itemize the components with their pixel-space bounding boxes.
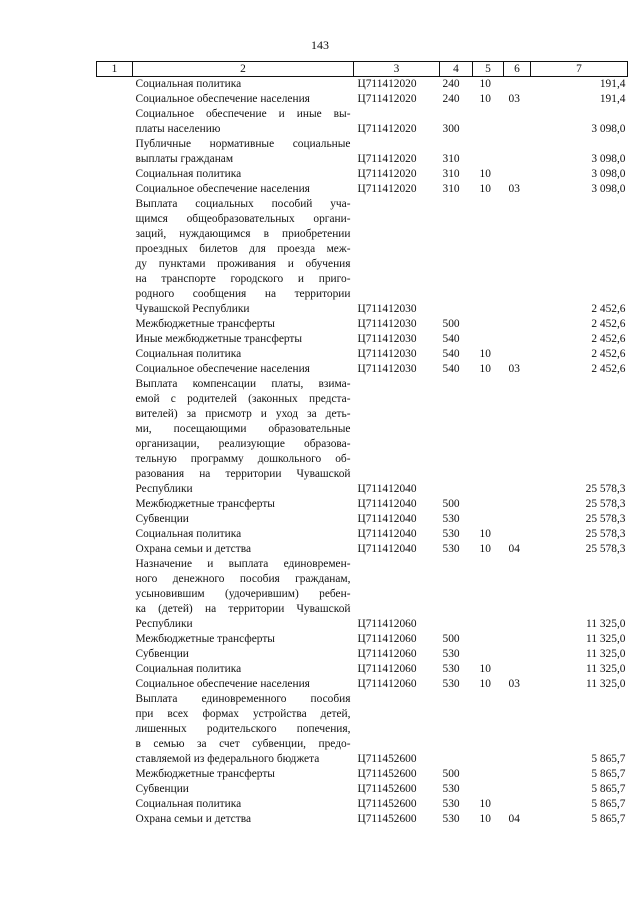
row-subsection bbox=[504, 497, 531, 512]
row-subsection bbox=[504, 557, 531, 632]
row-subsection: 04 bbox=[508, 813, 520, 825]
row-amount: 25 578,3 bbox=[585, 498, 626, 510]
row-name bbox=[133, 797, 354, 812]
row-amount: 25 578,3 bbox=[585, 483, 626, 495]
row-name-line: ного денежного пособия гражданам, bbox=[135, 573, 351, 585]
table-header bbox=[97, 62, 628, 77]
row-name-line: ми, посещающими образовательные bbox=[135, 423, 351, 435]
row-expense-type: 310 bbox=[442, 153, 460, 165]
row-code: Ц711412020 bbox=[357, 78, 417, 90]
row-subsection: 03 bbox=[508, 183, 520, 195]
row-name bbox=[133, 332, 354, 347]
table-row bbox=[97, 692, 628, 767]
row-expense-type: 530 bbox=[442, 813, 460, 825]
row-section: 10 bbox=[479, 528, 491, 540]
row-code: Ц711412020 bbox=[357, 183, 417, 195]
row-section: 10 bbox=[479, 798, 491, 810]
row-code: Ц711412060 bbox=[357, 618, 417, 630]
row-subsection bbox=[504, 77, 531, 93]
header-col-7: 7 bbox=[531, 62, 628, 77]
table-row bbox=[97, 677, 628, 692]
row-name bbox=[133, 377, 354, 497]
row-expense-type: 530 bbox=[442, 648, 460, 660]
row-section bbox=[473, 197, 504, 317]
row-expense-type: 500 bbox=[442, 633, 460, 645]
row-name bbox=[133, 77, 354, 93]
row-name bbox=[133, 107, 354, 137]
row-section bbox=[473, 782, 504, 797]
row-amount: 11 325,0 bbox=[586, 618, 626, 630]
row-name-line: тельную программу дошкольного об- bbox=[135, 453, 351, 465]
row-amount: 5 865,7 bbox=[591, 798, 626, 810]
row-section: 10 bbox=[479, 93, 491, 105]
row-name-line: Социальное обеспечение населения bbox=[135, 363, 310, 375]
row-name bbox=[133, 347, 354, 362]
row-amount: 3 098,0 bbox=[591, 123, 626, 135]
row-subsection bbox=[504, 347, 531, 362]
row-subsection bbox=[504, 647, 531, 662]
row-section: 10 bbox=[479, 678, 491, 690]
row-expense-type: 530 bbox=[442, 663, 460, 675]
row-name bbox=[133, 92, 354, 107]
row-code: Ц711412040 bbox=[357, 528, 417, 540]
table-row bbox=[97, 767, 628, 782]
row-subsection: 04 bbox=[508, 543, 520, 555]
row-section bbox=[473, 767, 504, 782]
row-number-cell bbox=[97, 362, 133, 377]
row-amount: 191,4 bbox=[599, 93, 626, 105]
table-row bbox=[97, 332, 628, 347]
row-section: 10 bbox=[479, 168, 491, 180]
row-name bbox=[133, 317, 354, 332]
row-section: 10 bbox=[479, 363, 491, 375]
row-name-line: Межбюджетные трансферты bbox=[135, 768, 275, 780]
row-expense-type: 500 bbox=[442, 768, 460, 780]
table-row bbox=[97, 782, 628, 797]
row-expense-type: 530 bbox=[442, 513, 460, 525]
row-amount: 5 865,7 bbox=[591, 783, 626, 795]
row-number-cell bbox=[97, 377, 133, 497]
row-code: Ц711412030 bbox=[357, 303, 417, 315]
row-name-line: ставляемой из федерального бюджета bbox=[135, 753, 320, 765]
row-name bbox=[133, 137, 354, 167]
table-row bbox=[97, 137, 628, 167]
row-code: Ц711412060 bbox=[357, 633, 417, 645]
row-name-line: выплаты гражданам bbox=[135, 153, 234, 165]
row-code: Ц711412020 bbox=[357, 123, 417, 135]
row-code: Ц711452600 bbox=[357, 768, 417, 780]
row-subsection: 03 bbox=[508, 93, 520, 105]
row-number-cell bbox=[97, 182, 133, 197]
row-name-line: при всех формах устройства детей, bbox=[135, 708, 351, 720]
table-row bbox=[97, 557, 628, 632]
row-name-line: лишенных родительского попечения, bbox=[135, 723, 351, 735]
row-name-line: организации, реализующие образова- bbox=[135, 438, 351, 450]
header-col-6: 6 bbox=[504, 62, 531, 77]
table-body bbox=[97, 77, 628, 828]
row-number-cell bbox=[97, 767, 133, 782]
row-subsection bbox=[504, 332, 531, 347]
row-number-cell bbox=[97, 197, 133, 317]
row-subsection bbox=[504, 377, 531, 497]
table-row bbox=[97, 542, 628, 557]
row-name-line: ка (детей) на территории Чувашской bbox=[135, 603, 351, 615]
row-number-cell bbox=[97, 797, 133, 812]
row-name-line: ду пунктами проживания и обучения bbox=[135, 258, 351, 270]
row-code: Ц711412030 bbox=[357, 333, 417, 345]
row-name-line: Выплата социальных пособий уча- bbox=[135, 198, 351, 210]
row-code: Ц711452600 bbox=[357, 813, 417, 825]
row-name-line: Социальная политика bbox=[135, 798, 242, 810]
row-expense-type: 310 bbox=[442, 168, 460, 180]
row-name-line: Межбюджетные трансферты bbox=[135, 498, 275, 510]
row-section bbox=[473, 107, 504, 137]
row-number-cell bbox=[97, 77, 133, 93]
row-name bbox=[133, 647, 354, 662]
row-name-line: Республики bbox=[135, 618, 193, 630]
row-number-cell bbox=[97, 632, 133, 647]
row-subsection bbox=[504, 197, 531, 317]
row-section: 10 bbox=[479, 813, 491, 825]
row-name-line: родного сообщения на территории bbox=[135, 288, 351, 300]
row-name-line: Социальная политика bbox=[135, 663, 242, 675]
row-subsection bbox=[504, 527, 531, 542]
row-name-line: в семью за счет субвенции, предо- bbox=[135, 738, 351, 750]
table-row bbox=[97, 497, 628, 512]
table-row bbox=[97, 197, 628, 317]
row-name-line: заций, нуждающимся в приобретении bbox=[135, 228, 351, 240]
row-subsection bbox=[504, 632, 531, 647]
row-section: 10 bbox=[479, 663, 491, 675]
table-row bbox=[97, 167, 628, 182]
row-name bbox=[133, 677, 354, 692]
row-number-cell bbox=[97, 317, 133, 332]
row-expense-type: 530 bbox=[442, 543, 460, 555]
row-expense-type bbox=[440, 557, 473, 632]
row-expense-type: 540 bbox=[442, 363, 460, 375]
row-name-line: Субвенции bbox=[135, 783, 189, 795]
row-number-cell bbox=[97, 92, 133, 107]
row-name-line: платы населению bbox=[135, 123, 221, 135]
row-number-cell bbox=[97, 692, 133, 767]
row-amount: 3 098,0 bbox=[591, 168, 626, 180]
row-subsection bbox=[504, 692, 531, 767]
table-row bbox=[97, 182, 628, 197]
row-name-line: усыновившим (удочерившим) ребен- bbox=[135, 588, 351, 600]
row-name-line: Охрана семьи и детства bbox=[135, 543, 251, 555]
row-section: 10 bbox=[479, 348, 491, 360]
row-section: 10 bbox=[479, 183, 491, 195]
row-name-line: Субвенции bbox=[135, 648, 189, 660]
table-row bbox=[97, 797, 628, 812]
row-number-cell bbox=[97, 662, 133, 677]
row-section bbox=[473, 647, 504, 662]
row-code: Ц711412020 bbox=[357, 153, 417, 165]
row-number-cell bbox=[97, 347, 133, 362]
row-number-cell bbox=[97, 557, 133, 632]
row-name bbox=[133, 767, 354, 782]
row-number-cell bbox=[97, 527, 133, 542]
row-amount: 5 865,7 bbox=[591, 753, 626, 765]
row-name bbox=[133, 182, 354, 197]
row-code: Ц711452600 bbox=[357, 753, 417, 765]
row-name bbox=[133, 167, 354, 182]
row-amount: 2 452,6 bbox=[591, 333, 626, 345]
header-col-4: 4 bbox=[440, 62, 473, 77]
row-amount: 3 098,0 bbox=[591, 153, 626, 165]
table-row bbox=[97, 377, 628, 497]
row-expense-type: 300 bbox=[442, 123, 460, 135]
row-section: 10 bbox=[479, 78, 491, 90]
row-code: Ц711452600 bbox=[357, 798, 417, 810]
table-row bbox=[97, 512, 628, 527]
row-number-cell bbox=[97, 677, 133, 692]
row-name bbox=[133, 662, 354, 677]
row-expense-type: 530 bbox=[442, 528, 460, 540]
row-expense-type bbox=[440, 692, 473, 767]
row-subsection bbox=[504, 107, 531, 137]
row-name-line: Выплата компенсации платы, взима- bbox=[135, 378, 351, 390]
table-row bbox=[97, 107, 628, 137]
header-col-1: 1 bbox=[97, 62, 133, 77]
row-name bbox=[133, 692, 354, 767]
row-amount: 5 865,7 bbox=[591, 813, 626, 825]
row-code: Ц711412020 bbox=[357, 93, 417, 105]
row-name-line: Охрана семьи и детства bbox=[135, 813, 251, 825]
row-expense-type: 240 bbox=[442, 93, 460, 105]
row-section bbox=[473, 317, 504, 332]
row-amount: 2 452,6 bbox=[591, 348, 626, 360]
row-amount: 25 578,3 bbox=[585, 528, 626, 540]
header-col-2: 2 bbox=[133, 62, 354, 77]
row-name bbox=[133, 362, 354, 377]
table-row bbox=[97, 647, 628, 662]
row-name-line: Социальное обеспечение населения bbox=[135, 93, 310, 105]
row-name-line: Назначение и выплата единовремен- bbox=[135, 558, 351, 570]
row-name-line: Социальное обеспечение населения bbox=[135, 183, 310, 195]
row-name-line: проездных билетов для проезда меж- bbox=[135, 243, 351, 255]
header-col-3: 3 bbox=[354, 62, 440, 77]
row-name bbox=[133, 512, 354, 527]
table-row bbox=[97, 92, 628, 107]
row-subsection: 03 bbox=[508, 363, 520, 375]
row-name bbox=[133, 782, 354, 797]
row-amount: 11 325,0 bbox=[586, 663, 626, 675]
row-name-line: Социальное обеспечение населения bbox=[135, 678, 310, 690]
row-name-line: вителей) за присмотр и уход за деть- bbox=[135, 408, 351, 420]
row-section bbox=[473, 557, 504, 632]
table-row bbox=[97, 812, 628, 827]
page-number: 143 bbox=[311, 38, 329, 52]
row-name-line: Социальная политика bbox=[135, 348, 242, 360]
row-code: Ц711412040 bbox=[357, 498, 417, 510]
row-amount: 191,4 bbox=[599, 78, 626, 90]
row-subsection bbox=[504, 782, 531, 797]
row-name-line: Межбюджетные трансферты bbox=[135, 633, 275, 645]
row-name-line: Иные межбюджетные трансферты bbox=[135, 333, 303, 345]
row-number-cell bbox=[97, 647, 133, 662]
row-expense-type bbox=[440, 197, 473, 317]
row-name-line: Чувашской Республики bbox=[135, 303, 250, 315]
table-row bbox=[97, 77, 628, 93]
row-amount: 5 865,7 bbox=[591, 768, 626, 780]
table-row bbox=[97, 662, 628, 677]
row-code: Ц711412040 bbox=[357, 483, 417, 495]
row-expense-type: 240 bbox=[442, 78, 460, 90]
row-subsection bbox=[504, 512, 531, 527]
row-name-line: Социальная политика bbox=[135, 528, 242, 540]
row-name-line: Субвенции bbox=[135, 513, 189, 525]
table-row bbox=[97, 362, 628, 377]
row-amount: 11 325,0 bbox=[586, 633, 626, 645]
row-name bbox=[133, 542, 354, 557]
row-subsection: 03 bbox=[508, 678, 520, 690]
row-name-line: емой с родителей (законных предста- bbox=[135, 393, 351, 405]
row-name-line: Социальное обеспечение и иные вы- bbox=[135, 108, 351, 120]
row-number-cell bbox=[97, 512, 133, 527]
row-code: Ц711412040 bbox=[357, 513, 417, 525]
row-name-line: Социальная политика bbox=[135, 78, 242, 90]
row-section bbox=[473, 632, 504, 647]
row-subsection bbox=[504, 662, 531, 677]
row-name-line: щимся общеобразовательных органи- bbox=[135, 213, 351, 225]
row-name bbox=[133, 497, 354, 512]
row-code: Ц711412060 bbox=[357, 678, 417, 690]
row-expense-type: 310 bbox=[442, 183, 460, 195]
row-name bbox=[133, 812, 354, 827]
row-number-cell bbox=[97, 167, 133, 182]
row-section bbox=[473, 692, 504, 767]
budget-table bbox=[96, 61, 628, 827]
row-code: Ц711412030 bbox=[357, 363, 417, 375]
row-section bbox=[473, 497, 504, 512]
row-code: Ц711412060 bbox=[357, 663, 417, 675]
row-amount: 3 098,0 bbox=[591, 183, 626, 195]
row-section bbox=[473, 512, 504, 527]
row-number-cell bbox=[97, 812, 133, 827]
row-code: Ц711412020 bbox=[357, 168, 417, 180]
table-row bbox=[97, 317, 628, 332]
row-amount: 11 325,0 bbox=[586, 648, 626, 660]
row-name-line: Межбюджетные трансферты bbox=[135, 318, 275, 330]
row-amount: 2 452,6 bbox=[591, 318, 626, 330]
row-name-line: Публичные нормативные социальные bbox=[135, 138, 351, 150]
row-name-line: Выплата единовременного пособия bbox=[135, 693, 351, 705]
row-section bbox=[473, 377, 504, 497]
row-code: Ц711412030 bbox=[357, 348, 417, 360]
row-amount: 2 452,6 bbox=[591, 303, 626, 315]
row-expense-type: 500 bbox=[442, 498, 460, 510]
row-expense-type: 530 bbox=[442, 798, 460, 810]
row-number-cell bbox=[97, 782, 133, 797]
row-section bbox=[473, 137, 504, 167]
table-row bbox=[97, 527, 628, 542]
row-amount: 25 578,3 bbox=[585, 513, 626, 525]
row-subsection bbox=[504, 317, 531, 332]
row-number-cell bbox=[97, 542, 133, 557]
row-amount: 2 452,6 bbox=[591, 363, 626, 375]
row-code: Ц711412040 bbox=[357, 543, 417, 555]
header-row bbox=[97, 62, 628, 77]
row-subsection bbox=[504, 797, 531, 812]
row-expense-type: 530 bbox=[442, 783, 460, 795]
header-col-5: 5 bbox=[473, 62, 504, 77]
row-number-cell bbox=[97, 137, 133, 167]
row-expense-type: 500 bbox=[442, 318, 460, 330]
row-name-line: Республики bbox=[135, 483, 193, 495]
row-name bbox=[133, 557, 354, 632]
row-expense-type bbox=[440, 377, 473, 497]
row-expense-type: 540 bbox=[442, 348, 460, 360]
row-name bbox=[133, 197, 354, 317]
row-name bbox=[133, 527, 354, 542]
row-name bbox=[133, 632, 354, 647]
row-code: Ц711452600 bbox=[357, 783, 417, 795]
row-section bbox=[473, 332, 504, 347]
row-amount: 25 578,3 bbox=[585, 543, 626, 555]
row-code: Ц711412060 bbox=[357, 648, 417, 660]
row-name-line: Социальная политика bbox=[135, 168, 242, 180]
row-code: Ц711412030 bbox=[357, 318, 417, 330]
row-name-line: на транспорте городского и приго- bbox=[135, 273, 351, 285]
row-number-cell bbox=[97, 497, 133, 512]
row-expense-type: 530 bbox=[442, 678, 460, 690]
row-subsection bbox=[504, 167, 531, 182]
row-subsection bbox=[504, 767, 531, 782]
row-number-cell bbox=[97, 107, 133, 137]
row-amount: 11 325,0 bbox=[586, 678, 626, 690]
row-section: 10 bbox=[479, 543, 491, 555]
table-row bbox=[97, 347, 628, 362]
table-row bbox=[97, 632, 628, 647]
row-subsection bbox=[504, 137, 531, 167]
row-number-cell bbox=[97, 332, 133, 347]
row-expense-type: 540 bbox=[442, 333, 460, 345]
row-name-line: разования на территории Чувашской bbox=[135, 468, 351, 480]
